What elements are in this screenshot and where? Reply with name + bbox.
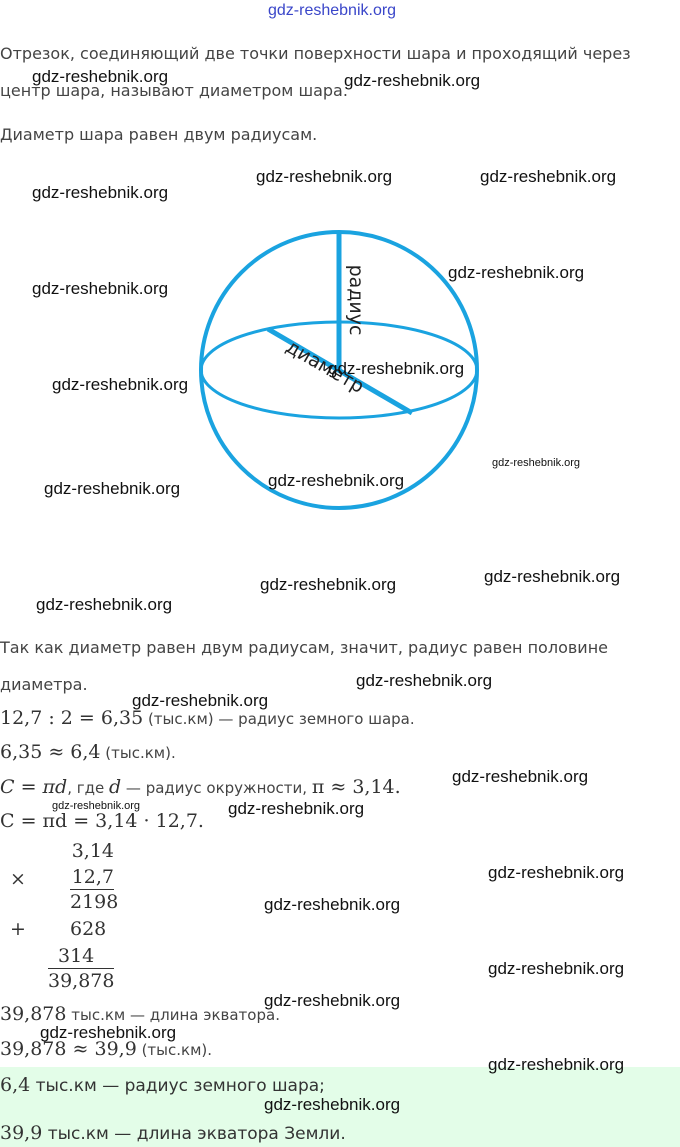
watermark: gdz-reshebnik.org xyxy=(492,457,581,469)
watermark: gdz-reshebnik.org xyxy=(132,691,269,710)
watermark: gdz-reshebnik.org xyxy=(356,671,493,690)
watermark: gdz-reshebnik.org xyxy=(32,279,169,298)
watermark: gdz-reshebnik.org xyxy=(52,375,189,394)
mult-factor-1: 3,14 xyxy=(71,840,114,862)
result-line-1-math: 39,878 xyxy=(0,1003,67,1025)
answer-line-1-math: 6,4 xyxy=(0,1074,31,1096)
watermark: gdz-reshebnik.org xyxy=(488,1055,625,1074)
calc-line-3 xyxy=(0,776,401,798)
result-line-2-text: (тыс.км). xyxy=(136,1041,213,1059)
site-link[interactable]: gdz-reshebnik.org xyxy=(268,2,397,19)
mult-result: 39,878 xyxy=(48,970,115,992)
calc-line-4 xyxy=(0,810,204,832)
result-line-1 xyxy=(0,1003,280,1025)
watermark: gdz-reshebnik.org xyxy=(488,863,625,882)
watermark: gdz-reshebnik.org xyxy=(488,959,625,978)
watermark: gdz-reshebnik.org xyxy=(44,479,181,498)
watermark: gdz-reshebnik.org xyxy=(256,167,393,186)
mult-rule-2 xyxy=(48,968,114,969)
calc-line-3-text-b: — радиус окружности, xyxy=(121,779,312,797)
mult-partial-3: 314 xyxy=(58,945,95,967)
intro-line-1: Отрезок, соединяющий две точки поверхности шара и проходящий через xyxy=(0,44,631,63)
result-line-2-math: 39,878 ≈ 39,9 xyxy=(0,1038,137,1060)
explanation-line-2: диаметра. xyxy=(0,675,88,694)
calc-line-1-math: 12,7 : 2 = 6,35 xyxy=(0,707,144,729)
radius-label: радиус xyxy=(345,264,367,336)
intro-line-2: центр шара, называют диаметром шара. xyxy=(0,81,348,100)
watermark: gdz-reshebnik.org xyxy=(264,991,401,1010)
watermark: gdz-reshebnik.org xyxy=(32,183,169,202)
calc-line-4-math: C = πd = 3,14 · 12,7. xyxy=(0,810,204,832)
watermark: gdz-reshebnik.org xyxy=(484,567,621,586)
mult-times-sign: × xyxy=(10,868,26,890)
mult-partial-2: 628 xyxy=(70,918,107,940)
answer-line-2-text: тыс.км — длина экватора Земли. xyxy=(42,1124,346,1144)
result-line-1-text: тыс.км — длина экватора. xyxy=(66,1006,280,1024)
watermark: gdz-reshebnik.org xyxy=(264,1095,401,1114)
watermark: gdz-reshebnik.org xyxy=(228,799,365,818)
watermark: gdz-reshebnik.org xyxy=(32,67,169,86)
watermark: gdz-reshebnik.org xyxy=(268,471,405,490)
answer-line-1-text: тыс.км — радиус земного шара; xyxy=(30,1076,325,1096)
watermark: gdz-reshebnik.org xyxy=(260,575,397,594)
intro-line-3: Диаметр шара равен двум радиусам. xyxy=(0,125,318,144)
calc-line-3-math-a: C = πd xyxy=(0,776,68,798)
watermark: gdz-reshebnik.org xyxy=(480,167,617,186)
watermark: gdz-reshebnik.org xyxy=(452,767,589,786)
mult-rule-1 xyxy=(70,889,114,890)
watermark: gdz-reshebnik.org xyxy=(36,595,173,614)
watermark: gdz-reshebnik.org xyxy=(52,800,141,812)
mult-plus-sign: + xyxy=(10,918,26,940)
calc-line-2-text: (тыс.км). xyxy=(100,744,176,762)
watermark: gdz-reshebnik.org xyxy=(344,71,481,90)
calc-line-2 xyxy=(0,741,176,763)
explanation-line-1: Так как диаметр равен двум радиусам, значит, радиус равен половине xyxy=(0,638,608,657)
watermark: gdz-reshebnik.org xyxy=(328,359,465,378)
answer-line-1 xyxy=(0,1074,325,1096)
answer-line-2-math: 39,9 xyxy=(0,1122,43,1144)
answer-line-2 xyxy=(0,1122,346,1144)
watermark: gdz-reshebnik.org xyxy=(40,1023,177,1042)
calc-line-1-text: (тыс.км) — радиус земного шара. xyxy=(143,710,415,728)
diameter-label: диаметр xyxy=(282,335,368,398)
watermark: gdz-reshebnik.org xyxy=(264,895,401,914)
calc-line-3-math-c: π ≈ 3,14. xyxy=(311,776,401,798)
calc-line-3-text-a: , где xyxy=(67,779,109,797)
mult-partial-1: 2198 xyxy=(70,891,119,913)
mult-factor-2: 12,7 xyxy=(71,866,114,888)
watermark: gdz-reshebnik.org xyxy=(448,263,585,282)
calc-line-3-math-b: d xyxy=(108,776,122,798)
calc-line-2-math: 6,35 ≈ 6,4 xyxy=(0,741,101,763)
